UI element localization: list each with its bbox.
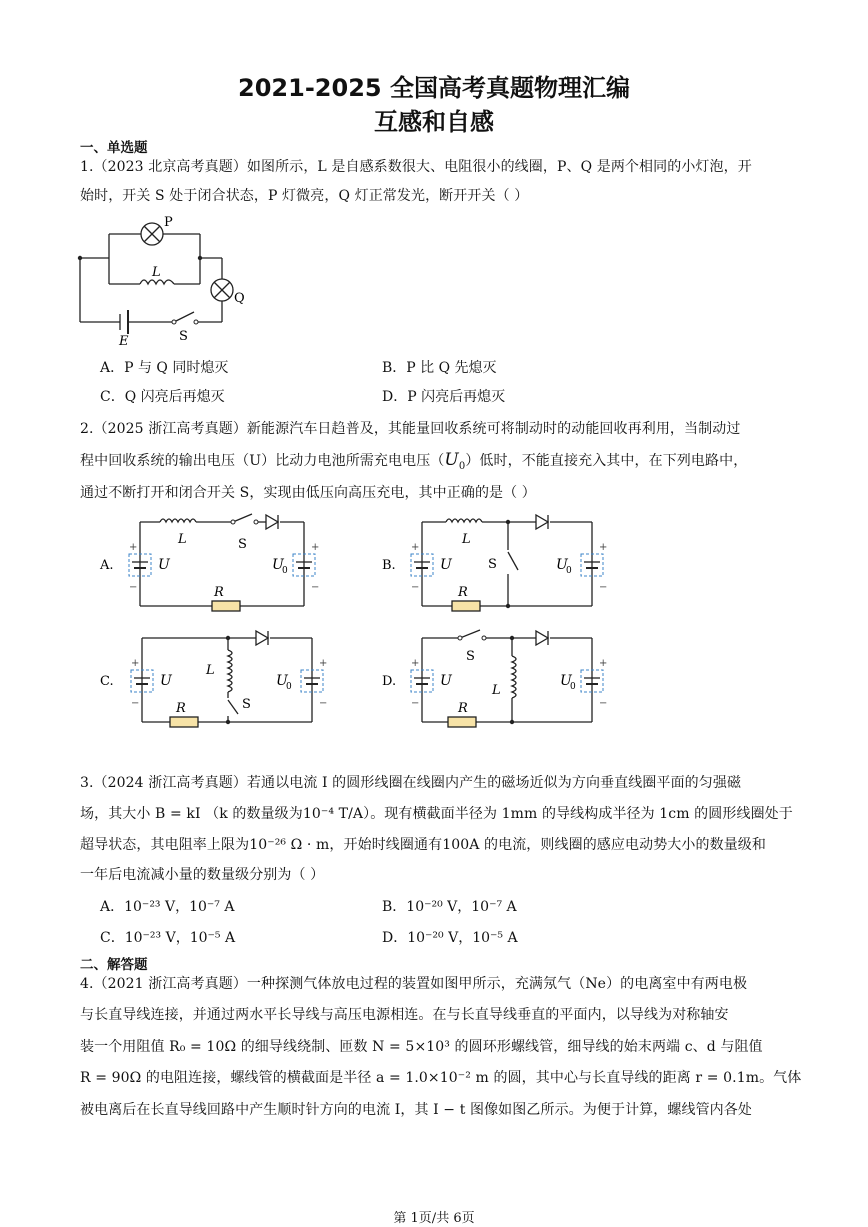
svg-text:L: L bbox=[492, 683, 501, 698]
svg-text:L: L bbox=[178, 532, 187, 547]
q3-option-a[interactable]: A．10⁻²³ V，10⁻⁷ A bbox=[100, 899, 235, 915]
q3-option-b[interactable]: B．10⁻²⁰ V，10⁻⁷ A bbox=[382, 899, 517, 915]
svg-text:U: U bbox=[272, 557, 284, 573]
label-S: S bbox=[179, 329, 188, 344]
svg-text:U: U bbox=[560, 673, 572, 689]
svg-text:−: − bbox=[319, 698, 328, 709]
svg-text:C.: C. bbox=[100, 674, 114, 689]
svg-text:U: U bbox=[556, 557, 568, 573]
svg-text:R: R bbox=[214, 585, 224, 600]
svg-text:R: R bbox=[458, 585, 468, 600]
svg-text:0: 0 bbox=[566, 566, 572, 576]
label-Q: Q bbox=[234, 291, 245, 306]
svg-text:+: + bbox=[411, 542, 420, 553]
q4-stem-line2: 与长直导线连接，并通过两水平长导线与高压电源相连。在与长直导线垂直的平面内，以导线为对称轴安 bbox=[80, 1007, 729, 1023]
q3-stem-line2: 场，其大小 B = kI （k 的数量级为10⁻⁴ T/A）。现有横截面半径为 1mm 的导线构成半径为 1cm 的圆形线圈处于 bbox=[80, 806, 793, 822]
q2-stem-line1: 2.（2025 浙江高考真题）新能源汽车日趋普及，其能量回收系统可将制动时的动能回收再利用，当制动过 bbox=[80, 421, 741, 437]
svg-text:U: U bbox=[440, 673, 452, 689]
svg-text:−: − bbox=[311, 582, 320, 593]
q2-circuit-a[interactable] bbox=[100, 510, 320, 620]
q3-option-d[interactable]: D．10⁻²⁰ V，10⁻⁵ A bbox=[382, 930, 518, 946]
svg-text:+: + bbox=[131, 658, 140, 669]
q1-option-d[interactable]: D．P 闪亮后再熄灭 bbox=[382, 389, 506, 405]
q1-stem-line2: 始时，开关 S 处于闭合状态，P 灯微亮，Q 灯正常发光，断开开关（ ） bbox=[80, 188, 529, 204]
q3-stem-line1: 3.（2024 浙江高考真题）若通以电流 I 的圆形线圈在线圈内产生的磁场近似为方向垂直线圈平面的匀强磁 bbox=[80, 775, 742, 791]
svg-text:0: 0 bbox=[570, 682, 576, 692]
svg-text:+: + bbox=[599, 542, 608, 553]
q3-stem-line3: 超导状态，其电阻率上限为10⁻²⁶ Ω · m，开始时线圈通有100A 的电流，则线圈的感应电动势大小的数量级和 bbox=[80, 837, 766, 853]
page-subtitle: 互感和自感 bbox=[374, 108, 494, 136]
section-single-choice: 一、单选题 bbox=[80, 140, 148, 156]
svg-text:U: U bbox=[440, 557, 452, 573]
svg-text:−: − bbox=[411, 698, 420, 709]
q1-option-a[interactable]: A．P 与 Q 同时熄灭 bbox=[100, 360, 229, 376]
svg-text:S: S bbox=[466, 649, 475, 664]
svg-text:L: L bbox=[462, 532, 471, 547]
q1-circuit-figure bbox=[76, 208, 256, 348]
q1-stem-line1: 1.（2023 北京高考真题）如图所示，L 是自感系数很大、电阻很小的线圈，P、Q 是两个相同的小灯泡，开 bbox=[80, 159, 752, 175]
svg-text:−: − bbox=[411, 582, 420, 593]
svg-text:L: L bbox=[206, 663, 215, 678]
svg-text:0: 0 bbox=[286, 682, 292, 692]
q4-stem-line3: 装一个用阻值 R₀ = 10Ω 的细导线绕制、匝数 N = 5×10³ 的圆环形螺线管，细导线的始末两端 c、d 与阻值 bbox=[80, 1039, 763, 1055]
q4-stem-line4: R = 90Ω 的电阻连接，螺线管的横截面是半径 a = 1.0×10⁻² m 的圆，其中心与长直导线的距离 r = 0.1m。气体 bbox=[80, 1070, 802, 1086]
svg-text:S: S bbox=[488, 557, 497, 572]
svg-text:0: 0 bbox=[282, 566, 288, 576]
svg-text:−: − bbox=[131, 698, 140, 709]
svg-text:S: S bbox=[238, 537, 247, 552]
q2-stem-line2: 程中回收系统的输出电压（U）比动力电池所需充电电压$(U_0)$低时，不能直接充入其中，在下列电路中， bbox=[80, 450, 748, 472]
q1-option-c[interactable]: C．Q 闪亮后再熄灭 bbox=[100, 389, 225, 405]
svg-text:A.: A. bbox=[100, 558, 114, 573]
svg-text:+: + bbox=[599, 658, 608, 669]
q2-circuit-c[interactable] bbox=[100, 626, 330, 736]
q4-stem-line5: 被电离后在长直导线回路中产生顺时针方向的电流 I，其 I − t 图像如图乙所示。为便于计算，螺线管内各处 bbox=[80, 1102, 752, 1118]
svg-text:R: R bbox=[176, 701, 186, 716]
svg-text:−: − bbox=[129, 582, 138, 593]
svg-text:U: U bbox=[276, 673, 288, 689]
q2-stem-line3: 通过不断打开和闭合开关 S，实现由低压向高压充电，其中正确的是（ ） bbox=[80, 485, 536, 501]
q2-circuit-d[interactable] bbox=[380, 626, 610, 736]
svg-text:U: U bbox=[160, 673, 172, 689]
svg-text:D.: D. bbox=[382, 674, 397, 689]
q1-option-b[interactable]: B．P 比 Q 先熄灭 bbox=[382, 360, 497, 376]
svg-text:+: + bbox=[319, 658, 328, 669]
svg-text:U: U bbox=[158, 557, 170, 573]
q3-option-c[interactable]: C．10⁻²³ V，10⁻⁵ A bbox=[100, 930, 236, 946]
svg-text:−: − bbox=[599, 698, 608, 709]
label-L: L bbox=[152, 265, 161, 280]
svg-text:−: − bbox=[599, 582, 608, 593]
svg-text:+: + bbox=[411, 658, 420, 669]
section-answer: 二、解答题 bbox=[80, 957, 148, 973]
q3-stem-line4: 一年后电流减小量的数量级分别为（ ） bbox=[80, 867, 325, 883]
label-P: P bbox=[164, 215, 173, 230]
page-footer: 第 1页/共 6页 bbox=[393, 1211, 475, 1226]
label-E: E bbox=[119, 334, 129, 349]
svg-text:+: + bbox=[129, 542, 138, 553]
page-title: 2021-2025 全国高考真题物理汇编 bbox=[238, 74, 630, 102]
q4-stem-line1: 4.（2021 浙江高考真题）一种探测气体放电过程的装置如图甲所示，充满氖气（Ne）的电离室中有两电极 bbox=[80, 976, 748, 992]
svg-text:R: R bbox=[458, 701, 468, 716]
svg-text:+: + bbox=[311, 542, 320, 553]
svg-text:S: S bbox=[242, 697, 251, 712]
svg-text:B.: B. bbox=[382, 558, 396, 573]
q2-circuit-b[interactable] bbox=[380, 510, 610, 620]
